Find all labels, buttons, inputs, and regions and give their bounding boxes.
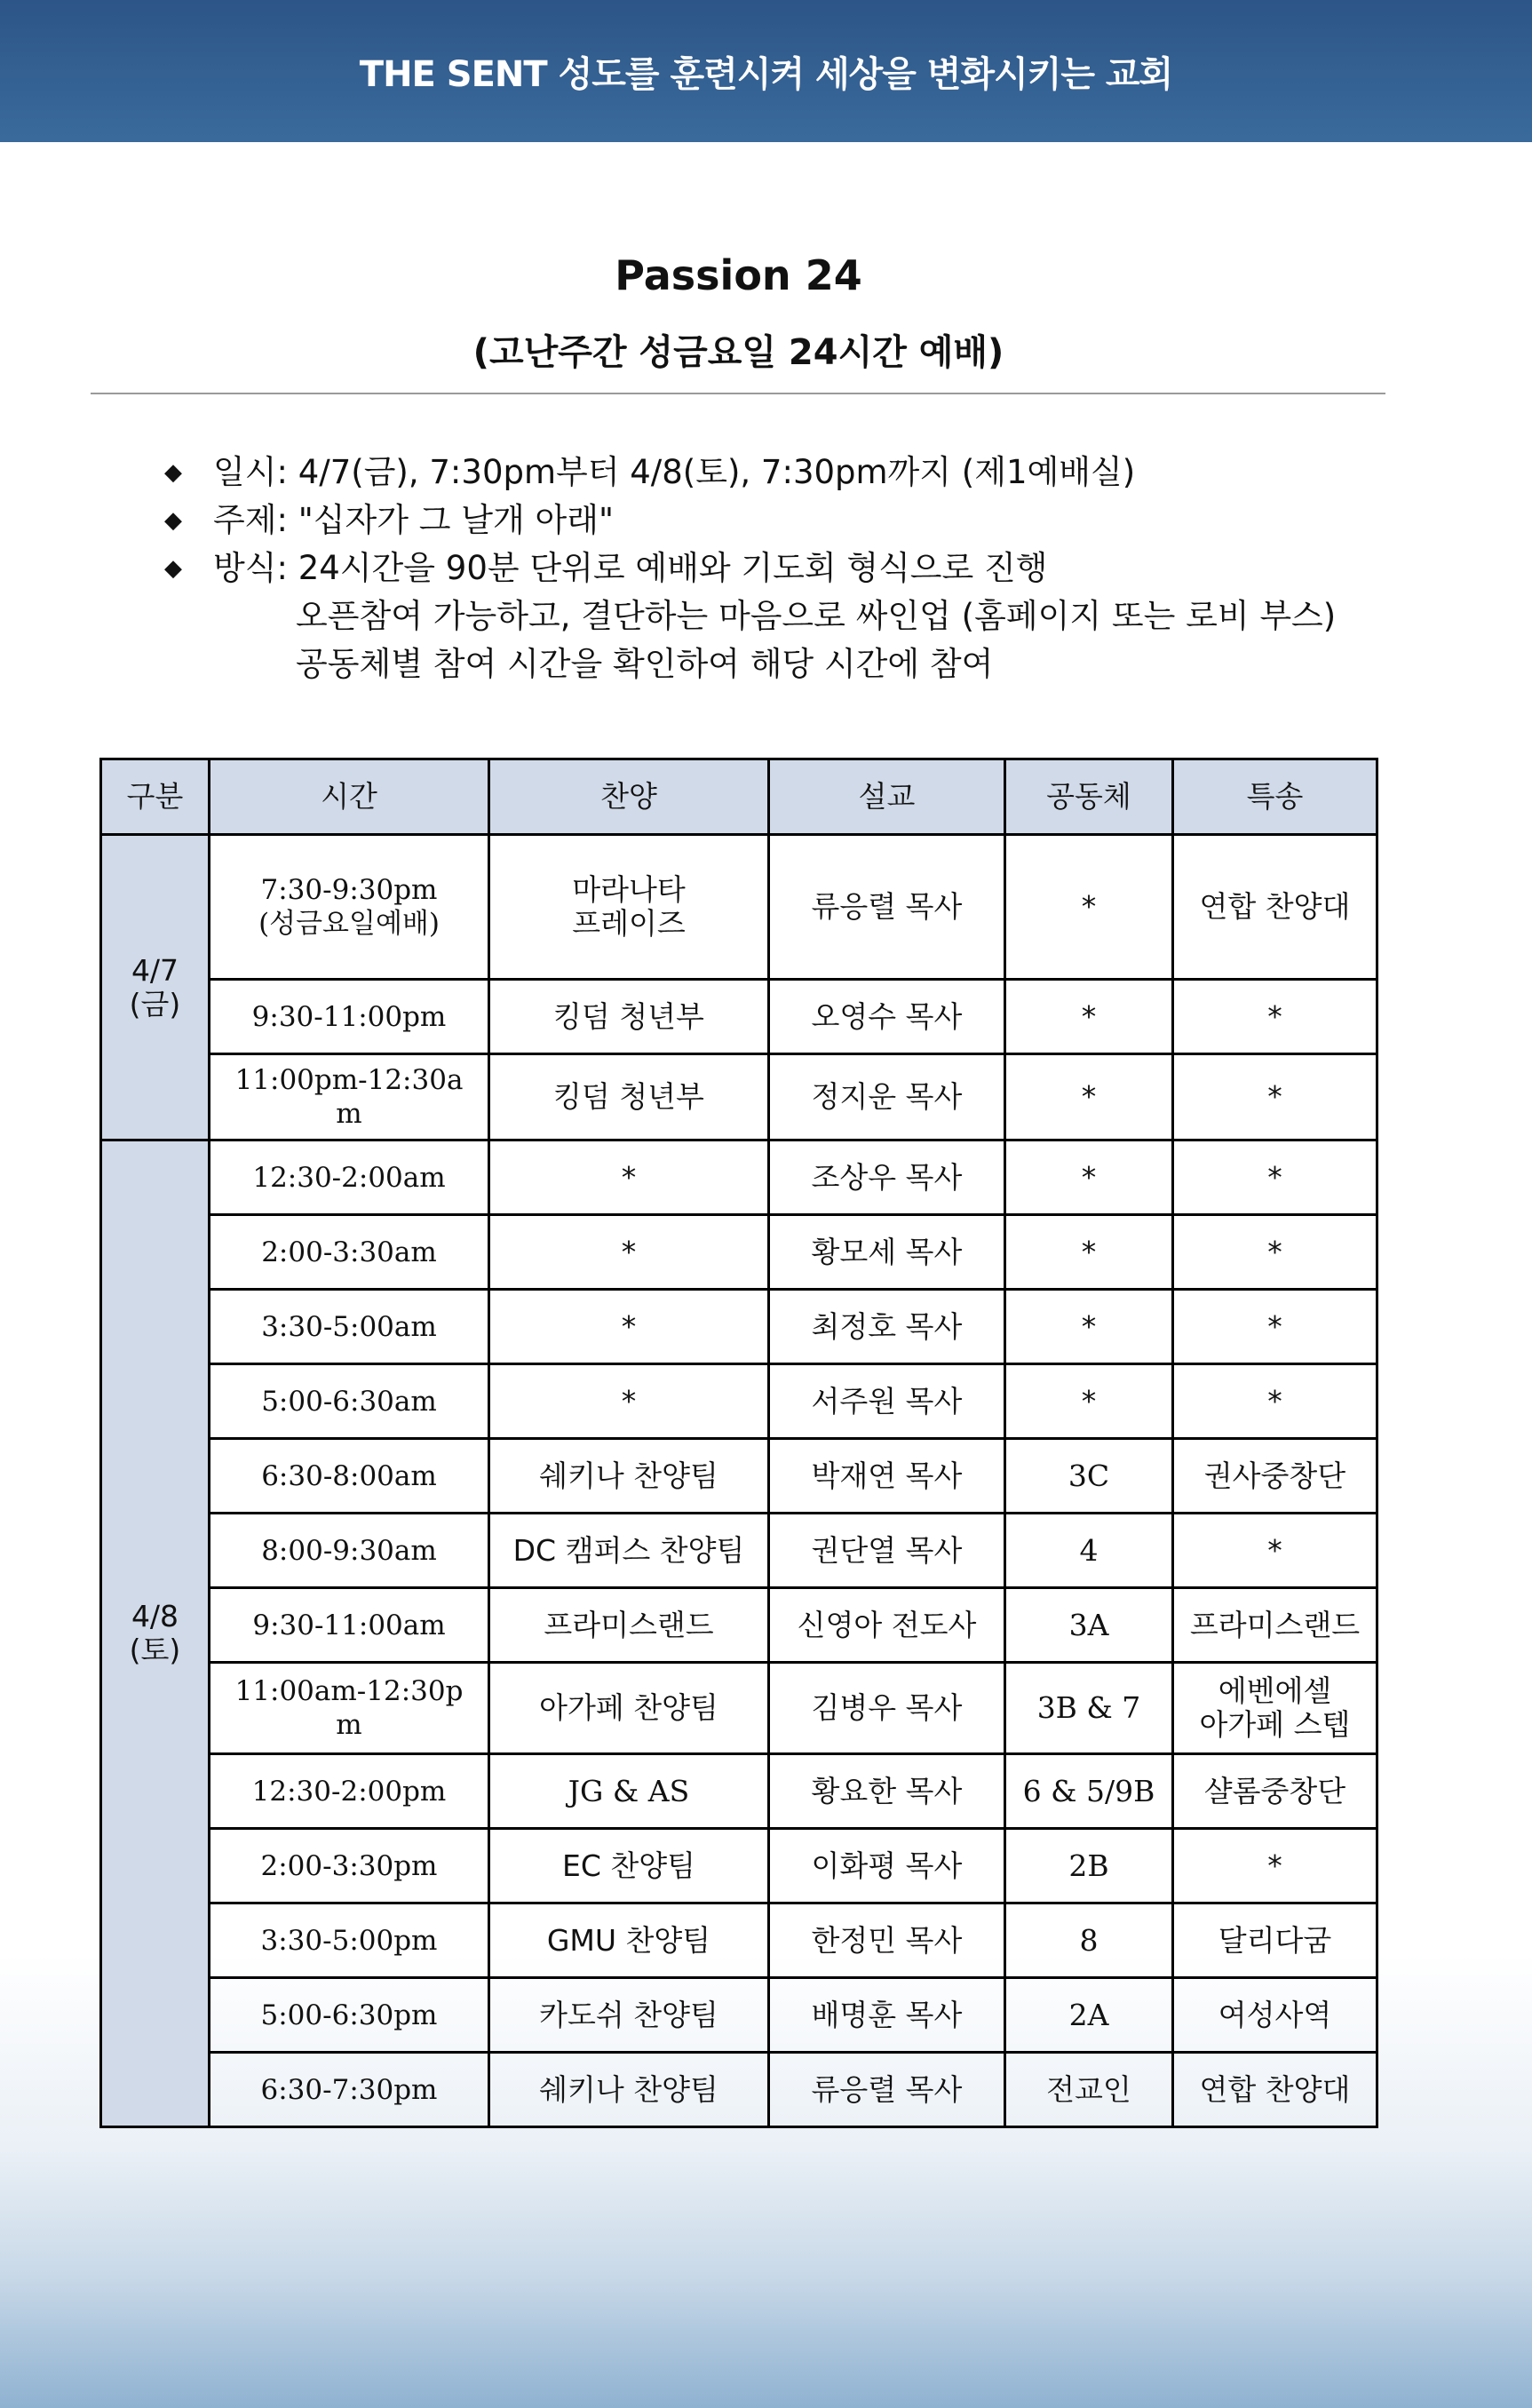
- praise-cell: 카도쉬 찬양팀: [489, 1978, 769, 2053]
- table-row: [101, 1588, 1377, 1663]
- time-cell: 2:00-3:30am: [210, 1215, 489, 1290]
- praise-cell: GMU 찬양팀: [489, 1903, 769, 1978]
- sermon-cell: 류응렬 목사: [769, 835, 1005, 980]
- praise-cell: EC 찬양팀: [489, 1829, 769, 1903]
- time-cell: 7:30-9:30pm (성금요일예배): [210, 835, 489, 980]
- sermon-cell: 이화평 목사: [769, 1829, 1005, 1903]
- time-cell: 5:00-6:30am: [210, 1364, 489, 1439]
- info-method-text-2: 오픈참여 가능하고, 결단하는 마음으로 싸인업 (홈페이지 또는 로비 부스): [296, 597, 1337, 635]
- praise-cell: 쉐키나 찬양팀: [489, 2053, 769, 2127]
- date-cell-fri: 4/7 (금): [101, 835, 210, 1140]
- table-row: [101, 1903, 1377, 1978]
- table-row: [101, 1290, 1377, 1364]
- info-date-text: 일시: 4/7(금), 7:30pm부터 4/8(토), 7:30pm까지 (제1예배실): [213, 453, 1136, 491]
- table-row: [101, 1140, 1377, 1215]
- praise-cell: *: [489, 1364, 769, 1439]
- special-song-cell: *: [1173, 1829, 1377, 1903]
- time-cell: 11:00pm-12:30a m: [210, 1054, 489, 1140]
- praise-cell: DC 캠퍼스 찬양팀: [489, 1514, 769, 1588]
- table-row: [101, 835, 1377, 980]
- table-row: [101, 1514, 1377, 1588]
- community-cell: 전교인: [1005, 2053, 1173, 2127]
- special-song-cell: *: [1173, 1140, 1377, 1215]
- schedule-table: [99, 758, 1378, 2128]
- community-cell: 6 & 5/9B: [1005, 1754, 1173, 1829]
- special-song-cell: *: [1173, 1054, 1377, 1140]
- special-song-cell: 에벤에셀 아가페 스텝: [1173, 1663, 1377, 1754]
- sermon-cell: 조상우 목사: [769, 1140, 1005, 1215]
- header-banner: [0, 0, 1532, 142]
- time-cell: 9:30-11:00pm: [210, 980, 489, 1054]
- special-song-cell: 샬롬중창단: [1173, 1754, 1377, 1829]
- special-song-cell: *: [1173, 1215, 1377, 1290]
- sermon-cell: 황요한 목사: [769, 1754, 1005, 1829]
- sermon-cell: 박재연 목사: [769, 1439, 1005, 1514]
- time-cell: 12:30-2:00am: [210, 1140, 489, 1215]
- community-cell: *: [1005, 1290, 1173, 1364]
- table-row: [101, 1439, 1377, 1514]
- praise-cell: *: [489, 1215, 769, 1290]
- community-cell: 2B: [1005, 1829, 1173, 1903]
- community-cell: *: [1005, 1364, 1173, 1439]
- sermon-cell: 신영아 전도사: [769, 1588, 1005, 1663]
- time-cell: 11:00am-12:30p m: [210, 1663, 489, 1754]
- community-cell: 2A: [1005, 1978, 1173, 2053]
- sermon-cell: 서주원 목사: [769, 1364, 1005, 1439]
- bullet-icon: ◆: [164, 555, 182, 582]
- header-special-song: 특송: [1173, 759, 1377, 835]
- praise-cell: *: [489, 1290, 769, 1364]
- time-cell: 3:30-5:00pm: [210, 1903, 489, 1978]
- table-row: [101, 980, 1377, 1054]
- sermon-cell: 한정민 목사: [769, 1903, 1005, 1978]
- praise-cell: 마라나타 프레이즈: [489, 835, 769, 980]
- info-method-text: 방식: 24시간을 90분 단위로 예배와 기도회 형식으로 진행: [213, 549, 1048, 587]
- community-cell: *: [1005, 980, 1173, 1054]
- praise-cell: 프라미스랜드: [489, 1588, 769, 1663]
- time-cell: 6:30-8:00am: [210, 1439, 489, 1514]
- praise-cell: 쉐키나 찬양팀: [489, 1439, 769, 1514]
- bullet-icon: ◆: [164, 459, 182, 486]
- time-cell: 12:30-2:00pm: [210, 1754, 489, 1829]
- header-praise: 찬양: [489, 759, 769, 835]
- table-row: [101, 2053, 1377, 2127]
- special-song-cell: *: [1173, 1290, 1377, 1364]
- header-community: 공동체: [1005, 759, 1173, 835]
- community-cell: *: [1005, 835, 1173, 980]
- page-subtitle: (고난주간 성금요일 24시간 예배): [472, 332, 1004, 373]
- bullet-icon: ◆: [164, 507, 182, 534]
- community-cell: 3A: [1005, 1588, 1173, 1663]
- praise-cell: 아가페 찬양팀: [489, 1663, 769, 1754]
- special-song-cell: 연합 찬양대: [1173, 835, 1377, 980]
- table-row: [101, 1364, 1377, 1439]
- community-cell: 4: [1005, 1514, 1173, 1588]
- special-song-cell: 권사중창단: [1173, 1439, 1377, 1514]
- table-row: [101, 1215, 1377, 1290]
- community-cell: 8: [1005, 1903, 1173, 1978]
- table-row: [101, 1978, 1377, 2053]
- header-sermon: 설교: [769, 759, 1005, 835]
- time-cell: 9:30-11:00am: [210, 1588, 489, 1663]
- time-cell: 8:00-9:30am: [210, 1514, 489, 1588]
- special-song-cell: 달리다굼: [1173, 1903, 1377, 1978]
- time-cell: 6:30-7:30pm: [210, 2053, 489, 2127]
- sermon-cell: 류응렬 목사: [769, 2053, 1005, 2127]
- special-song-cell: *: [1173, 1514, 1377, 1588]
- sermon-cell: 최정호 목사: [769, 1290, 1005, 1364]
- time-cell: 2:00-3:30pm: [210, 1829, 489, 1903]
- praise-cell: JG & AS: [489, 1754, 769, 1829]
- community-cell: 3B & 7: [1005, 1663, 1173, 1754]
- table-row: [101, 1663, 1377, 1754]
- header-category: 구분: [101, 759, 210, 835]
- sermon-cell: 황모세 목사: [769, 1215, 1005, 1290]
- table-row: [101, 1054, 1377, 1140]
- community-cell: *: [1005, 1215, 1173, 1290]
- time-cell: 5:00-6:30pm: [210, 1978, 489, 2053]
- special-song-cell: 연합 찬양대: [1173, 2053, 1377, 2127]
- community-cell: *: [1005, 1054, 1173, 1140]
- info-theme-text: 주제: "십자가 그 날개 아래": [213, 501, 614, 539]
- time-cell: 3:30-5:00am: [210, 1290, 489, 1364]
- date-cell-sat: 4/8 (토): [101, 1140, 210, 2127]
- sermon-cell: 정지운 목사: [769, 1054, 1005, 1140]
- special-song-cell: 프라미스랜드: [1173, 1588, 1377, 1663]
- table-row: [101, 1754, 1377, 1829]
- table-row: [101, 1829, 1377, 1903]
- praise-cell: 킹덤 청년부: [489, 980, 769, 1054]
- community-cell: *: [1005, 1140, 1173, 1215]
- community-cell: 3C: [1005, 1439, 1173, 1514]
- title-divider: [91, 393, 1385, 394]
- praise-cell: 킹덤 청년부: [489, 1054, 769, 1140]
- sermon-cell: 배명훈 목사: [769, 1978, 1005, 2053]
- special-song-cell: 여성사역: [1173, 1978, 1377, 2053]
- special-song-cell: *: [1173, 980, 1377, 1054]
- sermon-cell: 권단열 목사: [769, 1514, 1005, 1588]
- sermon-cell: 오영수 목사: [769, 980, 1005, 1054]
- header-time: 시간: [210, 759, 489, 835]
- info-method-text-3: 공동체별 참여 시간을 확인하여 해당 시간에 참여: [296, 645, 994, 683]
- page-title: Passion 24: [615, 251, 862, 299]
- sermon-cell: 김병우 목사: [769, 1663, 1005, 1754]
- special-song-cell: *: [1173, 1364, 1377, 1439]
- banner-text: THE SENT 성도를 훈련시켜 세상을 변화시키는 교회: [359, 53, 1173, 95]
- praise-cell: *: [489, 1140, 769, 1215]
